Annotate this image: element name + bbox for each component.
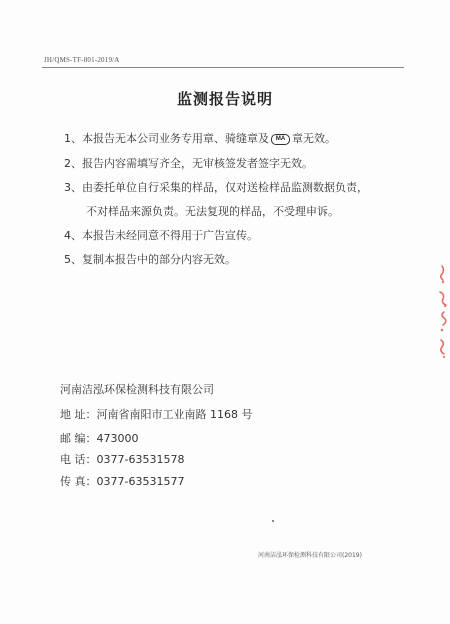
notice-text: 由委托单位自行采集的样品，仅对送检样品监测数据负责， bbox=[82, 181, 368, 194]
fax-value: 0377-63531577 bbox=[96, 475, 185, 488]
company-postcode bbox=[60, 430, 139, 446]
header-rule bbox=[42, 67, 404, 68]
seam-stamp-icon bbox=[436, 262, 450, 362]
document-code: JH/QMS-TF-801-2019/A bbox=[44, 56, 120, 64]
company-name: 河南洁泓环保检测科技有限公司 bbox=[60, 383, 214, 396]
ink-dot bbox=[272, 520, 274, 522]
phone-value: 0377-63531578 bbox=[96, 453, 185, 466]
company-address bbox=[60, 406, 253, 422]
page-title: 监测报告说明 bbox=[176, 90, 273, 108]
postcode-label: 邮 编： bbox=[60, 432, 97, 445]
notice-number: 3、 bbox=[64, 181, 82, 194]
phone-label: 电 话： bbox=[60, 453, 97, 466]
notice-item-5 bbox=[64, 253, 236, 267]
address-value: 河南省南阳市工业南路 1168 号 bbox=[96, 408, 253, 421]
notice-text: 报告内容需填写齐全，无审核签发者签字无效。 bbox=[82, 157, 313, 170]
notice-item-3 bbox=[64, 181, 368, 195]
notice-item-2 bbox=[64, 157, 313, 171]
company-phone bbox=[60, 451, 184, 467]
notice-text: 复制本报告中的部分内容无效。 bbox=[82, 253, 236, 266]
notice-item-1 bbox=[64, 132, 336, 146]
notice-item-3-continuation: 不对样品来源负责。无法复现的样品，不受理申诉。 bbox=[86, 205, 339, 218]
notice-item-4 bbox=[64, 229, 258, 243]
postcode-value: 473000 bbox=[96, 432, 139, 445]
fax-label: 传 真： bbox=[60, 475, 97, 488]
notice-number: 4、 bbox=[64, 229, 82, 242]
notice-number: 2、 bbox=[64, 157, 82, 170]
notice-text: 本报告无本公司业务专用章、骑缝章及 bbox=[82, 132, 269, 145]
cma-mark-icon: MA bbox=[271, 134, 290, 145]
company-fax bbox=[60, 473, 184, 489]
notice-number: 5、 bbox=[64, 253, 82, 266]
address-label: 地 址： bbox=[60, 408, 97, 421]
notice-text: 章无效。 bbox=[292, 132, 336, 145]
footer-text: 河南洁泓环保检测科技有限公司(2019) bbox=[258, 552, 362, 559]
notice-number: 1、 bbox=[64, 132, 82, 145]
notice-text: 本报告未经同意不得用于广告宣传。 bbox=[82, 229, 258, 242]
